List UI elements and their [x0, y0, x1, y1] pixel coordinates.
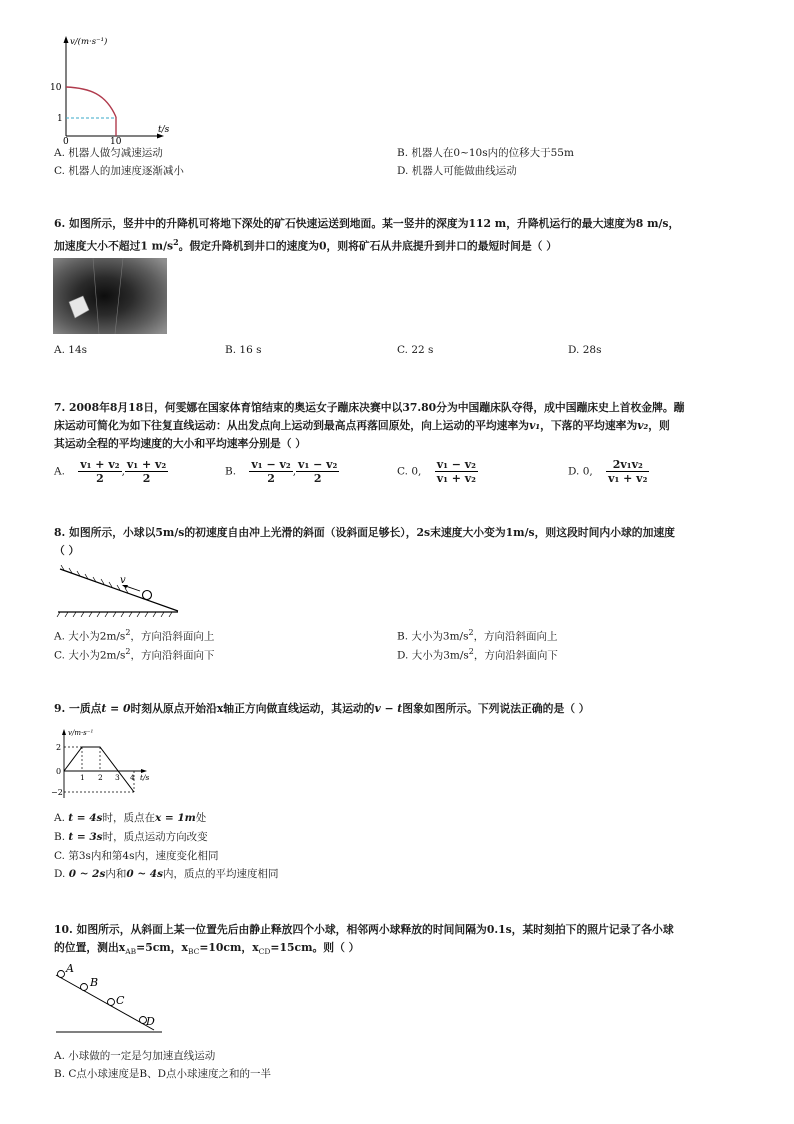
- y-tick-2: 2: [56, 743, 62, 752]
- q8-b-text: B. 大小为3m/s: [397, 630, 469, 643]
- frac-den: 2: [96, 472, 104, 485]
- x-tick-1: 1: [80, 773, 85, 782]
- q7-a-frac2: [125, 458, 168, 485]
- q9-stem-text-c: 图象如图所示。下列说法正确的是（ ）: [402, 702, 590, 715]
- q8-option-c[interactable]: [54, 647, 215, 663]
- q8-a-text-b: ，方向沿斜面向上: [130, 630, 215, 643]
- q8-d-text: D. 大小为3m/s: [397, 649, 469, 662]
- incline-hatching: [61, 565, 128, 593]
- x-tick-3: 3: [115, 773, 120, 782]
- q5-option-d[interactable]: D. 机器人可能做曲线运动: [397, 165, 517, 177]
- y-axis-arrow: [64, 36, 69, 43]
- q6-sup: 2: [173, 237, 179, 247]
- y-axis-arrow: [62, 729, 66, 735]
- q8-c-sup: 2: [125, 647, 131, 656]
- sub-bc: BC: [187, 947, 200, 957]
- q7-a-frac1: [78, 458, 121, 485]
- q9-t0: t = 0: [101, 702, 131, 715]
- q8-c-text-b: ，方向沿斜面向下: [130, 649, 215, 662]
- q9-stem-text-a: 9. 一质点: [54, 702, 102, 715]
- y-tick-1: 1: [57, 114, 63, 124]
- q8-c-text: C. 大小为2m/s: [54, 649, 126, 662]
- q7-b-frac1: [249, 458, 292, 485]
- x-axis-label: t/s: [140, 773, 150, 782]
- q10-stem-line2: [54, 938, 359, 961]
- q9-vt-graph: [50, 726, 162, 802]
- q9-option-c[interactable]: C. 第3s内和第4s内，速度变化相同: [54, 850, 219, 862]
- q9-option-a[interactable]: [54, 810, 206, 825]
- label-d: D: [146, 1015, 155, 1028]
- origin-label: 0: [56, 767, 62, 776]
- q7-b-label: B.: [225, 465, 237, 478]
- frac-den: 2: [267, 472, 275, 485]
- q7-option-a[interactable]: [54, 458, 168, 485]
- q9-a-text: 时，质点在: [102, 812, 155, 824]
- q6-option-a[interactable]: A. 14s: [54, 344, 88, 356]
- sub-ab: AB: [125, 947, 137, 957]
- incline-surface: [60, 569, 178, 611]
- q8-a-sup: 2: [125, 628, 131, 637]
- label-c: C: [116, 994, 125, 1007]
- x-tick-4: 4: [130, 773, 135, 782]
- label-b: B: [90, 976, 99, 989]
- q7-a-label: A.: [54, 465, 65, 478]
- q8-a-text: A. 大小为2m/s: [54, 630, 126, 643]
- q10-text-b: =5cm，x: [136, 941, 188, 954]
- q8-stem-line2: （ ）: [54, 544, 80, 557]
- q10-stem-line1: 10. 如图所示，从斜面上某一位置先后由静止释放四个小球，相邻两小球释放的时间间隔为0.1s，某时刻拍下的照片记录了各小球: [54, 923, 674, 936]
- q9-stem-line1: [54, 699, 590, 718]
- frac-den: v₁ + v₂: [608, 472, 648, 485]
- q5-option-b[interactable]: B. 机器人在0~10s内的位移大于55m: [397, 147, 574, 159]
- x-tick-10: 10: [110, 137, 122, 144]
- x-tick-2: 2: [98, 773, 103, 782]
- q7-option-b[interactable]: [225, 458, 339, 485]
- q6-option-d[interactable]: D. 28s: [568, 344, 602, 356]
- q9-stem-text-b: 时刻从原点开始沿x轴正方向做直线运动，其运动的: [130, 702, 375, 715]
- mine-shaft-photo: [53, 258, 167, 334]
- q10-text-d: =15cm。则（ ）: [270, 941, 360, 954]
- q10-text-c: =10cm，x: [199, 941, 259, 954]
- q7-v2: v₂: [637, 419, 649, 432]
- q7-stem-text-a: 床运动可简化为如下往复直线运动：从出发点向上运动到最高点再落回原处，向上运动的平均速率为: [54, 419, 530, 432]
- origin-label: 0: [63, 137, 69, 144]
- q9-b-label: B.: [54, 831, 69, 843]
- q8-option-d[interactable]: [397, 647, 558, 663]
- velocity-graph: [64, 747, 134, 792]
- comma: ,: [121, 465, 125, 478]
- frac-num: v₁ + v₂: [126, 458, 167, 471]
- y-tick-m2: −2: [51, 788, 63, 797]
- q10-option-a[interactable]: A. 小球做的一定是匀加速直线运动: [54, 1050, 216, 1062]
- q8-d-sup: 2: [468, 647, 474, 656]
- sub-cd: CD: [258, 947, 271, 957]
- q8-b-text-b: ，方向沿斜面向上: [473, 630, 558, 643]
- q7-option-c[interactable]: [397, 458, 478, 485]
- q9-a-math1: t = 4s: [68, 812, 103, 824]
- frac-den: 2: [142, 472, 151, 485]
- q10-text-a: 的位置，测出x: [54, 941, 126, 954]
- x-axis-label: t/s: [158, 125, 170, 135]
- y-axis-label: v/(m·s⁻¹): [70, 37, 108, 47]
- ball-a-icon: [58, 971, 65, 978]
- q7-option-d[interactable]: [568, 458, 649, 485]
- q9-a-math2: x = 1m: [154, 812, 196, 824]
- q8-option-b[interactable]: [397, 628, 558, 644]
- q9-b-text: 时，质点运动方向改变: [102, 831, 208, 843]
- q10-incline-figure: [54, 960, 172, 1038]
- q8-stem-line1: 8. 如图所示，小球以5m/s的初速度自由冲上光滑的斜面（设斜面足够长），2s末速度大小变为1m/s，则这段时间内小球的加速度: [54, 526, 675, 539]
- frac-num: v₁ − v₂: [251, 458, 291, 471]
- q5-vt-graph: [40, 32, 190, 144]
- y-axis-label: v/m·s⁻¹: [68, 729, 94, 737]
- incline-surface: [56, 975, 154, 1030]
- q8-option-a[interactable]: [54, 628, 214, 644]
- frac-den: v₁ + v₂: [436, 472, 476, 485]
- q6-option-c[interactable]: C. 22 s: [397, 344, 434, 356]
- q9-d-text: 内和: [105, 868, 127, 880]
- comma: ,: [292, 465, 297, 478]
- q9-d-math1: 0 ~ 2s: [68, 868, 106, 880]
- q6-option-b[interactable]: B. 16 s: [225, 344, 262, 356]
- q9-b-math1: t = 3s: [68, 831, 103, 843]
- q7-c-label: C. 0,: [397, 465, 422, 478]
- q7-d-frac: [606, 458, 649, 485]
- q7-stem-line2: [54, 416, 670, 435]
- frac-num: 2v₁v₂: [606, 458, 649, 472]
- q7-d-label: D. 0,: [568, 465, 593, 478]
- frac-den: 2: [313, 472, 322, 485]
- frac-num: v₁ − v₂: [298, 458, 338, 471]
- q6-stem-text-b: 。假定升降机到井口的速度为0，则将矿石从井底提升到井口的最短时间是（ ）: [178, 239, 558, 253]
- q6-stem-line2: [54, 233, 557, 256]
- q9-d-math2: 0 ~ 4s: [126, 868, 164, 880]
- q7-stem-line3: 其运动全程的平均速度的大小和平均速率分别是（ ）: [54, 437, 307, 450]
- velocity-label: v: [120, 575, 126, 586]
- q8-b-sup: 2: [468, 628, 474, 637]
- ground-hatching: [57, 612, 172, 617]
- y-tick-10: 10: [50, 83, 62, 93]
- q7-stem-text-c: ，则: [648, 419, 670, 432]
- q9-vt: v − t: [374, 702, 403, 715]
- q10-option-b[interactable]: B. C点小球速度是B、D点小球速度之和的一半: [54, 1068, 272, 1080]
- q7-stem-line1: 7. 2008年8月18日，何雯娜在国家体育馆结束的奥运女子蹦床决赛中以37.80分为中国蹦床队夺得，成中国蹦床史上首枚金牌。蹦: [54, 401, 685, 414]
- label-a: A: [66, 962, 74, 975]
- q5-option-a[interactable]: A. 机器人做匀减速运动: [54, 147, 163, 159]
- q7-v1: v₁: [529, 419, 541, 432]
- q9-d-text-c: 内，质点的平均速度相同: [163, 868, 279, 880]
- q8-d-text-b: ，方向沿斜面向下: [473, 649, 558, 662]
- q7-stem-text-b: ，下落的平均速率为: [540, 419, 638, 432]
- q9-a-label: A.: [54, 812, 69, 824]
- ball-b-icon: [81, 984, 88, 991]
- ball-icon: [143, 591, 152, 600]
- q5-option-c[interactable]: C. 机器人的加速度逐渐减小: [54, 165, 184, 177]
- q8-incline-figure: [54, 565, 184, 617]
- q6-stem-line1: 6. 如图所示，竖井中的升降机可将地下深处的矿石快速运送到地面。某一竖井的深度为112 m，升降机运行的最大速度为8 m/s，: [54, 217, 680, 230]
- q7-c-frac: [435, 458, 478, 485]
- frac-num: v₁ − v₂: [436, 458, 476, 471]
- ball-c-icon: [108, 999, 115, 1006]
- frac-num: v₁ + v₂: [80, 458, 120, 471]
- velocity-curve: [66, 87, 116, 117]
- q9-option-b[interactable]: [54, 829, 208, 844]
- q9-option-d[interactable]: [54, 866, 279, 881]
- q9-a-text-c: 处: [195, 812, 207, 824]
- q9-d-label: D.: [54, 868, 69, 880]
- q7-b-frac2: [296, 458, 339, 485]
- q6-stem-text-a: 加速度大小不超过1 m/s: [54, 239, 174, 253]
